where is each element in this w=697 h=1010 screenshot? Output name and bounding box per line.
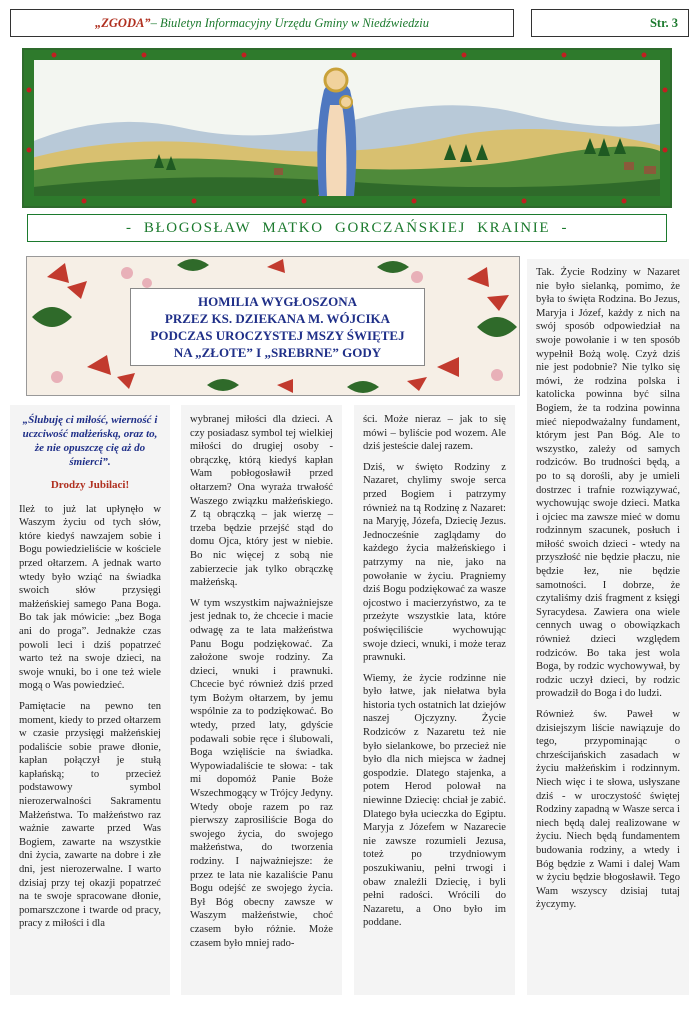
greeting: Drodzy Jubilaci!: [50, 479, 130, 491]
article-column-3: [354, 405, 515, 995]
paragraph: Pamiętacie na pewno ten moment, kiedy to przed ołtarzem w czasie przysięgi małżeńskiej podaliście sobie prawe dłonie, kapłan połączył je stułą kapłańską; to przecież podstawowy symbol nierozerwalności Sakramentu Małżeństwa. To małżeństwo raz ważnie zawarte przed Was Bogiem, zawarte na wszystkie dni życia, zawarte na dobre i złe dni, jest nierozerwalne. I warto dzisiaj przy tej okazji popatrzeć na te swoje spracowane dłonie, pomarszczone i twarde od pracy, pracy z miłości i dla: [19, 700, 161, 930]
paragraph: Ileż to już lat upłynęło w Waszym życiu od tych słów, które kiedyś nawzajem sobie i Bogu powiedzieliście w kościele przed ołtarzem. A jednak warto wtedy było wziąć na świadka swoich słów przysięgi małżeńskiej samego Pana Boga. Bo tak jak mówicie: „bez Boga ani do proga”. Jednakże czas powoli leci i dziś popatrzeć warto też na swoje dzieci, na swoje wnuki, bo i one też wiele mogą o Was powiedzieć.: [19, 503, 161, 692]
bulletin-name: „ZGODA”: [95, 15, 151, 30]
madonna-mountain-illustration: [22, 48, 672, 208]
paragraph: Również św. Paweł w dzisiejszym liście nawiązuje do tego, przypominając o chrześcijańskich zasadach w życiu małżeńskim i rodzinnym. Niech więc i te słowa, usłyszane dziś - w uroczystość świętej Rodziny zapadną w Wasze serca i niech będą dalej realizowane w życiu. Niech będą fundamentem budowania rodziny, a wtedy i Bóg będzie z Wami i dalej Wam w życiu będzie błogosławił. Tego Wam wszyscy dzisiaj tutaj życzymy.: [536, 709, 680, 911]
homily-title-line-2: PRZEZ KS. DZIEKANA M. WÓJCIKA: [164, 311, 391, 326]
homily-title-box: [130, 288, 425, 366]
article-column-4: [527, 259, 689, 995]
paragraph: W tym wszystkim najważniejsze jest jednak to, że chcecie i macie odwagę za te lata małżeństwa Panu Bogu podziękować. Za założone swoje rodziny. Za dzieci, wnuki i prawnuki. Chcecie być również dziś przed tym Bożym ołtarzem, by jemu wspólnie za to podziękować. Bo wtedy, przed laty, gdyście podawali sobie ręce i ślubowali, Boga wzięliście na świadka. Wypowiadaliście te słowa: - tak mi dopomóż Panie Boże Wszechmogący w Trójcy Jedyny. Wtedy oboje razem po raz pierwszy zaprosiliście Boga do swojego życia, do swojego małżeństwa, do tworzenia rodziny. I najważniejsze: że przez te lata nie kazaliście Panu Bogu odejść ze swojego życia. Był Bóg obecny zawsze w Waszym małżeństwie, choć czasem było różnie. Może czasem było mniej rado-: [190, 597, 333, 949]
section-banner: - BŁOGOSŁAW MATKO GORCZAŃSKIEJ KRAINIE -: [27, 214, 667, 242]
paragraph: Wiemy, że życie rodzinne nie było łatwe, jak niełatwa była historia tych ostatnich lat dziejów naszej Ojczyzny. Życie Rodziców z Nazaretu też nie było sielankowe, bo przecież nie było dla nich miejsca w żadnej gospodzie. Dlatego stajenka, a potem Herod polował na niewinne Dziecię: chciał je zabić. Dlatego była ucieczka do Egiptu. Maryja z Józefem w Nazarecie nie zawsze rozumieli Jezusa, toteż po trzydniowym poszukiwaniu, pełni trwogi i obaw znaleźli Dziecię, i byli pełni radości. Wrócili do Nazaretu, a Ono było im poddane.: [363, 672, 506, 929]
paragraph: wybranej miłości dla dzieci. A czy posiadasz symbol tej wielkiej miłości do drugiej osoby - obrączkę, którą kiedyś kapłan Wam pobłogosławił przed ołtarzem? Ona wyraża trwałość Waszego związku małżeńskiego. Z tą obrączką – jak wierzę – trzeba będzie przejść stąd do domu Ojca, który jest w niebie. Bo nic więcej z sobą nie zabierzecie jak tylko obrączkę małżeńską.: [190, 414, 333, 589]
article-column-2: [181, 405, 342, 995]
homily-title-line-1: HOMILIA WYGŁOSZONA: [197, 294, 358, 309]
vow-quote: „Ślubuję ci miłość, wierność i uczciwość małżeńską, oraz to, że nie opuszczę cię aż do śmierci”.: [22, 414, 158, 468]
homily-title-line-3: PODCZAS UROCZYSTEJ MSZY ŚWIĘTEJ: [150, 328, 405, 343]
paragraph: Tak. Życie Rodziny w Nazaret nie było sielanką, pomimo, że była to święta Rodzina. Bo Jezus, Maryja i Józef, każdy z nich na swój sposób odpowiedział na swoje powołanie i w ten sposób wypełnił Bożą wolę. Czyż dziś nie jest podobnie? Nie tylko się mówi, że rodzina polska i katolicka powinna być silna Bogiem, że ta rodzina powinna mieć niepodważalny fundament, którym jest Pan Bóg. Ale to wszystko, zależy od samych rodziców. Bo trudności będą, a po to są dorośli, aby je umieli dostrzec i trafnie rozwiązywać, wychowując swoje dzieci. Matka i ojciec ma zawsze mieć w domu rodzinnym szacunek, posłuch i miłość swoich dzieci - wtedy na przyszłość nie będzie płaczu, nie będzie łez, nie będzie samotności. I dobrze, że czytaliśmy dziś fragment z księgi Syracydesa. Zawiera ona wiele cennych uwag o obowiązkach również dzieci względem rodziców. Bo taka jest wola Boga, by rodzic wychowywał, by rodzic uczył dzieci, by rodzic prowadził do Boga i do ludzi.: [536, 267, 680, 700]
page-number: Str. 3: [531, 9, 689, 37]
article-column-1: [10, 405, 170, 995]
homily-title-line-4: NA „ZŁOTE” I „SREBRNE” GODY: [173, 345, 382, 360]
bulletin-subtitle: – Biuletyn Informacyjny Urzędu Gminy w Niedźwiedziu: [150, 15, 429, 30]
bulletin-header: [10, 9, 514, 37]
mountain-landscape-image: [24, 50, 670, 206]
paragraph: Dziś, w święto Rodziny z Nazaret, chylimy swoje serca przed Bogiem i patrzymy również na tą Rodzinę z Nazaret: na Maryję, Józefa, Dziecię Jezus. Jednocześnie zaglądamy do każdego życia małżeńskiego i patrzymy na nie, jako na powołanie w życiu. Pragniemy dziś Bogu podziękować za wasze ojcostwo i macierzyństwo, za te przeżyte wszystkie lata, które poświęciliście wychowując swoje dzieci, wnuki, i może teraz prawnuki.: [363, 461, 506, 664]
paragraph: ści. Może nieraz – jak to się mówi – byliście pod wozem. Ale dziś jesteście dalej razem.: [363, 414, 506, 453]
